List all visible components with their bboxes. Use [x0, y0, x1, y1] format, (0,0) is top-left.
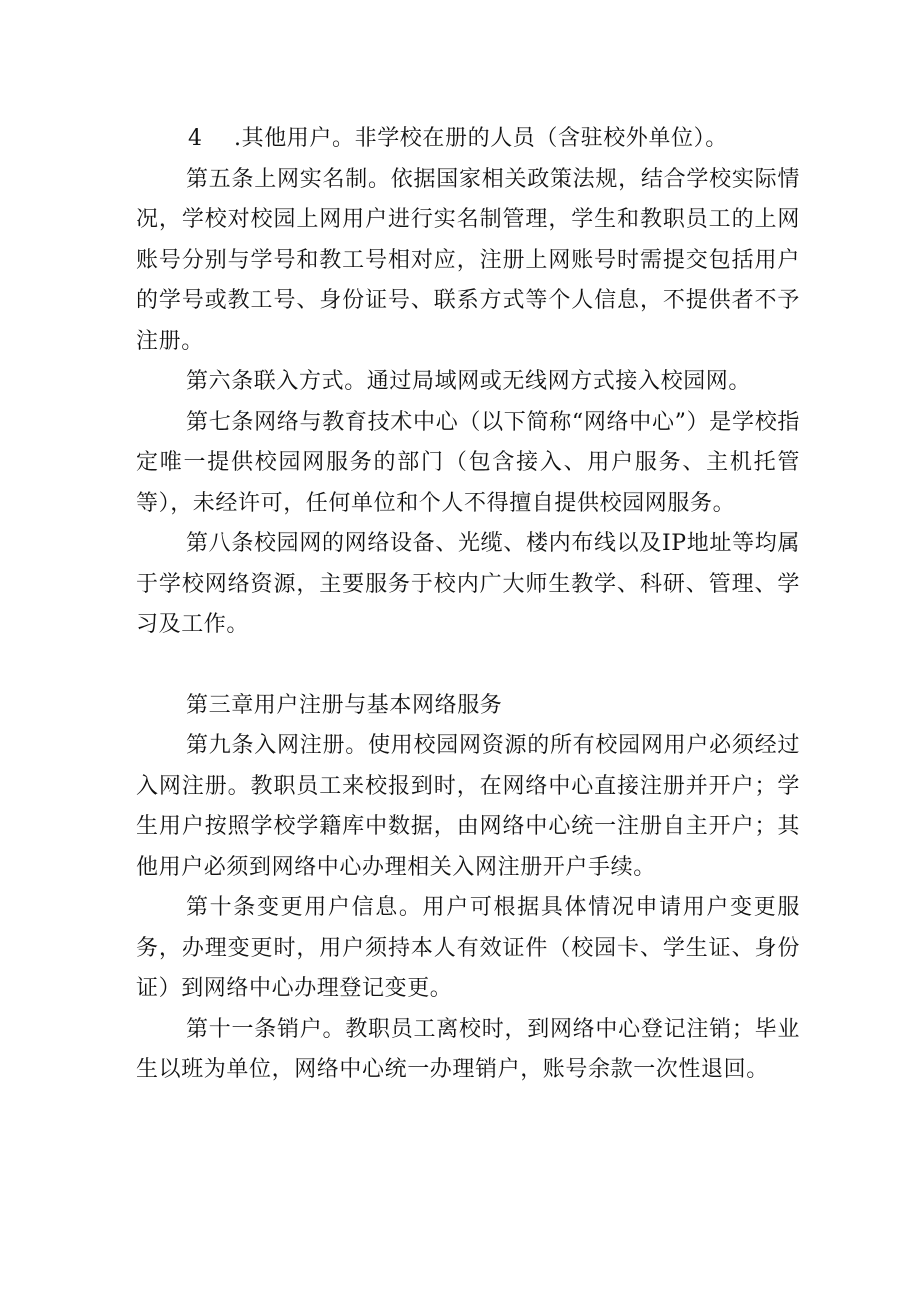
article-9-paragraph: 第九条入网注册。使用校园网资源的所有校园网用户必须经过入网注册。教职员工来校报到时，在网络中心直接注册并开户；学生用户按照学校学籍库中数据，由网络中心统一注册自主开户；其他用户必须到网络中心办理相关入网注册开户手续。	[136, 733, 800, 880]
article-11-paragraph: 第十一条销户。教职员工离校时，到网络中心登记注销；毕业生以班为单位，网络中心统一办理销户，账号余款一次性退回。	[136, 1016, 800, 1082]
item-4-paragraph	[136, 119, 800, 160]
article-5-paragraph: 第五条上网实名制。依据国家相关政策法规，结合学校实际情况，学校对校园上网用户进行实名制管理，学生和教职员工的上网账号分别与学号和教工号相对应，注册上网账号时需提交包括用户的学号或教工号、身份证号、联系方式等个人信息，不提供者不予注册。	[136, 166, 800, 354]
article-10-paragraph: 第十条变更用户信息。用户可根据具体情况申请用户变更服务，办理变更时，用户须持本人有效证件（校园卡、学生证、身份证）到网络中心办理登记变更。	[136, 895, 800, 1001]
chapter-3-title: 第三章用户注册与基本网络服务	[186, 692, 503, 718]
article-6-paragraph: 第六条联入方式。通过局域网或无线网方式接入校园网。	[186, 369, 752, 394]
item-4-number: 4	[188, 126, 203, 151]
article-7-paragraph: 第七条网络与教育技术中心（以下简称“网络中心”）是学校指定唯一提供校园网服务的部门（包含接入、用户服务、主机托管等），未经许可，任何单位和个人不得擅自提供校园网服务。	[136, 409, 800, 516]
article-8-paragraph: 第八条校园网的网络设备、光缆、楼内布线以及IP地址等均属于学校网络资源，主要服务于校内广大师生教学、科研、管理、学习及工作。	[136, 531, 800, 637]
item-4-text: .其他用户。非学校在册的人员（含驻校外单位）。	[234, 126, 728, 151]
document-body	[136, 119, 800, 1091]
